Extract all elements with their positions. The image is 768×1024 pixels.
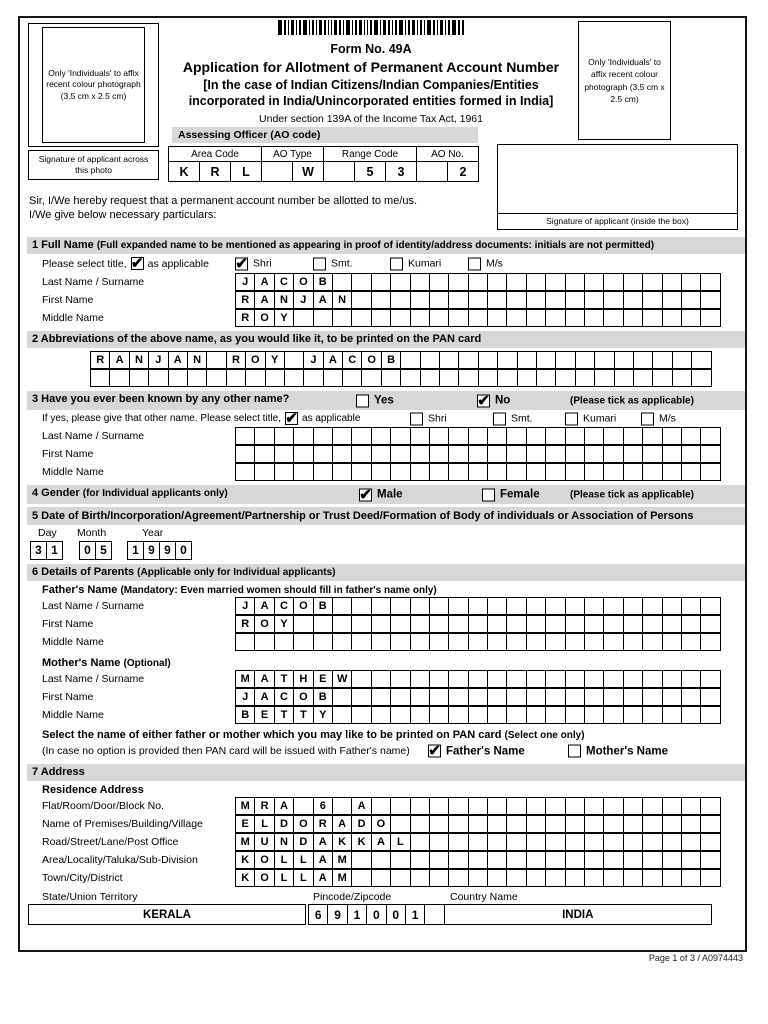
day-label: Day — [38, 527, 57, 539]
mothers-name-note: (Optional) — [123, 658, 171, 669]
tick-sample-checkbox: ✔ — [130, 255, 144, 272]
other-shri-label: Shri — [428, 412, 447, 425]
dmy-labels-row — [20, 527, 745, 539]
tick-sample-checkbox-2: ✔ — [285, 410, 298, 427]
pan-name-grid-row1[interactable]: R A N J A N R O Y J A C O B — [90, 351, 712, 369]
section-7-title: 7 Address — [32, 766, 85, 778]
mother-lastname-grid[interactable]: M A T H E W — [235, 670, 721, 688]
form-subtitle: [In the case of Indian Citizens/Indian Companies/Entities incorporated in India/Unincorporated entities formed in India] — [188, 78, 554, 108]
section-4-title: 4 Gender — [32, 487, 80, 499]
other-title-ms — [641, 412, 676, 425]
yes-label: Yes — [374, 394, 394, 406]
ao-col-range-code: Range Code — [324, 147, 417, 162]
other-name-yes — [356, 394, 394, 407]
ao-value-cell[interactable]: L — [231, 162, 262, 182]
fathers-name-title: Father's Name — [42, 584, 118, 596]
fathers-option-label: Father's Name — [446, 745, 525, 757]
fullname-middlename-grid[interactable]: R O Y — [235, 309, 721, 327]
ao-code-table — [168, 146, 479, 182]
section-5-dob-header — [27, 507, 745, 525]
form-title: Application for Allotment of Permanent Account Number — [182, 59, 560, 75]
ms-label: M/s — [486, 257, 503, 270]
ao-code-header: Assessing Officer (AO code) — [172, 127, 478, 143]
if-yes-label — [20, 412, 410, 425]
mother-middlename-row — [20, 706, 745, 724]
fullname-firstname-row — [20, 291, 745, 309]
checkbox-other-shri[interactable] — [410, 412, 423, 425]
ao-value-cell[interactable] — [262, 162, 293, 182]
fathers-name-heading — [42, 584, 745, 596]
select-title-suffix: as applicable — [147, 257, 209, 270]
checkbox-yes[interactable] — [356, 394, 369, 407]
fullname-firstname-grid[interactable]: R A N J A N — [235, 291, 721, 309]
form-number: Form No. 49A — [330, 42, 412, 56]
state-label: State/Union Territory — [42, 891, 138, 903]
address-area-row — [20, 851, 745, 869]
title-option-smt — [313, 257, 353, 270]
othername-middlename-row — [20, 463, 745, 481]
section-1-note: (Full expanded name to be mentioned as appearing in proof of identity/address documents: initials are not permitted) — [96, 240, 655, 251]
othername-middlename-grid[interactable] — [235, 463, 721, 481]
female-label: Female — [500, 488, 540, 500]
title-option-shri — [235, 257, 272, 270]
checkbox-female[interactable] — [482, 488, 495, 501]
other-name-no — [477, 394, 510, 407]
left-photo-instruction: Only 'Individuals' to affix recent colour photograph (3.5 cm x 2.5 cm) — [42, 27, 145, 143]
mothers-name-option — [568, 745, 668, 758]
other-title-smt — [493, 412, 533, 425]
other-ms-label: M/s — [659, 412, 676, 425]
select-parent-text: Select the name of either father or mother which you may like to be printed on PAN card — [42, 729, 502, 741]
select-title-prefix: Please select title, — [42, 257, 127, 270]
road-label: Road/Street/Lane/Post Office — [42, 836, 179, 848]
smt-label: Smt. — [331, 257, 353, 270]
section-5-title: 5 Date of Birth/Incorporation/Agreement/Partnership or Trust Deed/Formation of Body of individuals or Association of Persons — [32, 510, 694, 522]
signature-box[interactable] — [497, 144, 738, 230]
ao-value-cell[interactable]: 5 — [355, 162, 386, 182]
checkbox-fathers-name[interactable]: ✔ — [428, 742, 441, 760]
right-photo-box: Only 'Individuals' to affix recent colour photograph (3.5 cm x 2.5 cm) — [578, 21, 671, 140]
other-kumari-label: Kumari — [583, 412, 617, 425]
dob-day-grid[interactable]: 3 1 — [30, 541, 63, 560]
gender-male — [359, 488, 403, 501]
mother-lastname-row — [20, 670, 745, 688]
left-photo-box — [28, 23, 159, 147]
mother-middlename-grid[interactable]: B E T T Y — [235, 706, 721, 724]
ao-table-header-row — [169, 147, 479, 162]
ao-col-ao-no: AO No. — [417, 147, 479, 162]
father-firstname-grid[interactable]: R O Y — [235, 615, 721, 633]
checkbox-other-kumari[interactable] — [565, 412, 578, 425]
section-2-header — [27, 331, 745, 348]
shri-label: Shri — [253, 257, 272, 270]
othername-firstname-grid[interactable] — [235, 445, 721, 463]
select-parent-name-line — [42, 729, 745, 741]
fullname-lastname-row — [20, 273, 745, 291]
title-option-kumari — [390, 257, 441, 270]
ao-col-ao-type: AO Type — [262, 147, 324, 162]
ao-value-cell[interactable]: W — [293, 162, 324, 182]
town-label: Town/City/District — [42, 872, 123, 884]
last-name-label: Last Name / Surname — [42, 600, 145, 612]
country-value-box[interactable]: INDIA — [444, 904, 712, 925]
no-label: No — [495, 394, 511, 406]
first-name-label: First Name — [42, 294, 94, 306]
area-grid[interactable]: K O L L A M — [235, 851, 721, 869]
request-text — [29, 194, 469, 223]
road-grid[interactable]: M U N D A K K A L — [235, 833, 721, 851]
barcode-icon — [278, 20, 464, 35]
middle-name-label: Middle Name — [42, 466, 104, 478]
checkbox-shri[interactable]: ✔ — [235, 255, 248, 272]
section-1-title: 1 Full Name — [32, 239, 94, 251]
address-flat-row — [20, 797, 745, 815]
other-title-kumari — [565, 412, 616, 425]
section-6-note: (Applicable only for Individual applicants) — [137, 567, 336, 578]
address-town-row — [20, 869, 745, 887]
fullname-lastname-grid[interactable]: J A C O B — [235, 273, 721, 291]
premises-grid[interactable]: E L D O R A D O — [235, 815, 721, 833]
tick-note: (Please tick as applicable) — [570, 395, 694, 406]
othername-lastname-row — [20, 427, 745, 445]
father-lastname-row — [20, 597, 745, 615]
form-page — [18, 16, 747, 952]
ao-value-cell[interactable]: 3 — [386, 162, 417, 182]
section-2-title: 2 Abbreviations of the above name, as you would like it, to be printed on the PAN card — [32, 333, 482, 345]
pan-name-row-2 — [20, 369, 745, 387]
father-firstname-row — [20, 615, 745, 633]
title-select-label — [20, 257, 235, 270]
as-applicable-text: as applicable — [302, 413, 361, 424]
state-pincode-country-labels — [20, 890, 745, 903]
last-name-label: Last Name / Surname — [42, 276, 145, 288]
parent-option-row — [20, 742, 745, 760]
father-lastname-grid[interactable]: J A C O B — [235, 597, 721, 615]
ao-table-value-row — [169, 162, 479, 182]
year-label: Year — [142, 527, 164, 539]
no-option-note: (In case no option is provided then PAN card will be issued with Father's name) — [42, 745, 410, 757]
residence-address-heading: Residence Address — [42, 784, 144, 796]
pan-name-row-1 — [20, 351, 745, 369]
fathers-name-note: (Mandatory: Even married women should fill in father's name only) — [120, 585, 437, 596]
father-middlename-grid[interactable] — [235, 633, 721, 651]
left-signature-caption-box: Signature of applicant across this photo — [28, 150, 159, 180]
ao-value-cell[interactable] — [417, 162, 448, 182]
fathers-name-option — [428, 742, 525, 760]
section-7-address-header — [27, 764, 745, 781]
fullname-middlename-row — [20, 309, 745, 327]
mother-firstname-grid[interactable]: J A C O B — [235, 688, 721, 706]
state-pincode-country-row — [28, 904, 745, 925]
flat-grid[interactable]: M R A 6 A — [235, 797, 721, 815]
town-grid[interactable]: K O L L A M — [235, 869, 721, 887]
month-label: Month — [77, 527, 107, 539]
checkbox-kumari[interactable] — [390, 257, 403, 270]
country-label: Country Name — [450, 891, 518, 903]
section-3-header — [27, 391, 745, 410]
middle-name-label: Middle Name — [42, 312, 104, 324]
title-select-row — [20, 254, 745, 273]
first-name-label: First Name — [42, 448, 94, 460]
pincode-grid[interactable]: 6 9 1 0 0 1 — [308, 904, 445, 925]
checkbox-mothers-name[interactable] — [568, 745, 581, 758]
othername-lastname-grid[interactable] — [235, 427, 721, 445]
dmy-values-row — [20, 540, 745, 560]
checkbox-ms[interactable] — [468, 257, 481, 270]
middle-name-label: Middle Name — [42, 636, 104, 648]
section-6-parents-header — [27, 564, 745, 581]
if-yes-text: If yes, please give that other name. Please select title, — [42, 413, 282, 424]
section-6-title: 6 Details of Parents — [32, 566, 135, 578]
pincode-label: Pincode/Zipcode — [313, 891, 392, 903]
section-4-gender-header — [27, 485, 745, 504]
mothers-name-title: Mother's Name — [42, 657, 121, 669]
state-value-box[interactable]: KERALA — [28, 904, 306, 925]
act-line: Under section 139A of the Income Tax Act, 1961 — [259, 113, 483, 126]
form-header — [20, 18, 745, 234]
pan-name-grid-row2[interactable] — [90, 369, 712, 387]
ao-value-cell[interactable] — [324, 162, 355, 182]
last-name-label: Last Name / Surname — [42, 430, 145, 442]
dob-year-grid[interactable]: 1 9 9 0 — [127, 541, 192, 560]
other-smt-label: Smt. — [511, 412, 533, 425]
section-4-note: (for Individual applicants only) — [82, 488, 228, 499]
ao-value-cell[interactable]: 2 — [448, 162, 479, 182]
select-parent-note: (Select one only) — [504, 730, 585, 741]
other-name-title-row — [20, 410, 745, 427]
address-road-row — [20, 833, 745, 851]
kumari-label: Kumari — [408, 257, 442, 270]
request-line-1: Sir, I/We hereby request that a permanent account number be allotted to me/us. — [29, 195, 418, 207]
header-center — [170, 18, 572, 125]
checkbox-male[interactable]: ✔ — [359, 486, 372, 503]
flat-label: Flat/Room/Door/Block No. — [42, 800, 164, 812]
checkbox-smt[interactable] — [313, 257, 326, 270]
father-middlename-row — [20, 633, 745, 651]
mothers-name-heading — [42, 657, 745, 669]
page-footer: Page 1 of 3 / A0974443 — [648, 953, 743, 963]
checkbox-other-ms[interactable] — [641, 412, 654, 425]
dob-month-grid[interactable]: 0 5 — [79, 541, 112, 560]
gender-female — [482, 488, 540, 501]
ao-value-cell[interactable]: K — [169, 162, 200, 182]
ao-value-cell[interactable]: R — [200, 162, 231, 182]
mother-firstname-row — [20, 688, 745, 706]
mothers-option-label: Mother's Name — [586, 745, 668, 757]
form-sections — [20, 237, 745, 925]
premises-label: Name of Premises/Building/Village — [42, 818, 203, 830]
middle-name-label: Middle Name — [42, 709, 104, 721]
male-label: Male — [377, 488, 403, 500]
checkbox-no[interactable]: ✔ — [477, 392, 490, 409]
area-label: Area/Locality/Taluka/Sub-Division — [42, 854, 198, 866]
signature-box-caption: Signature of applicant (inside the box) — [498, 213, 737, 229]
section-3-title: 3 Have you ever been known by any other name? — [32, 393, 290, 405]
other-title-shri — [410, 412, 447, 425]
section-1-full-name-header — [27, 237, 745, 254]
request-line-2: I/We give below necessary particulars: — [29, 209, 217, 222]
address-premises-row — [20, 815, 745, 833]
ao-col-area-code: Area Code — [169, 147, 262, 162]
first-name-label: First Name — [42, 618, 94, 630]
last-name-label: Last Name / Surname — [42, 673, 145, 685]
title-option-ms — [468, 257, 503, 270]
othername-firstname-row — [20, 445, 745, 463]
tick-note-gender: (Please tick as applicable) — [570, 489, 694, 500]
first-name-label: First Name — [42, 691, 94, 703]
checkbox-other-smt[interactable] — [493, 412, 506, 425]
